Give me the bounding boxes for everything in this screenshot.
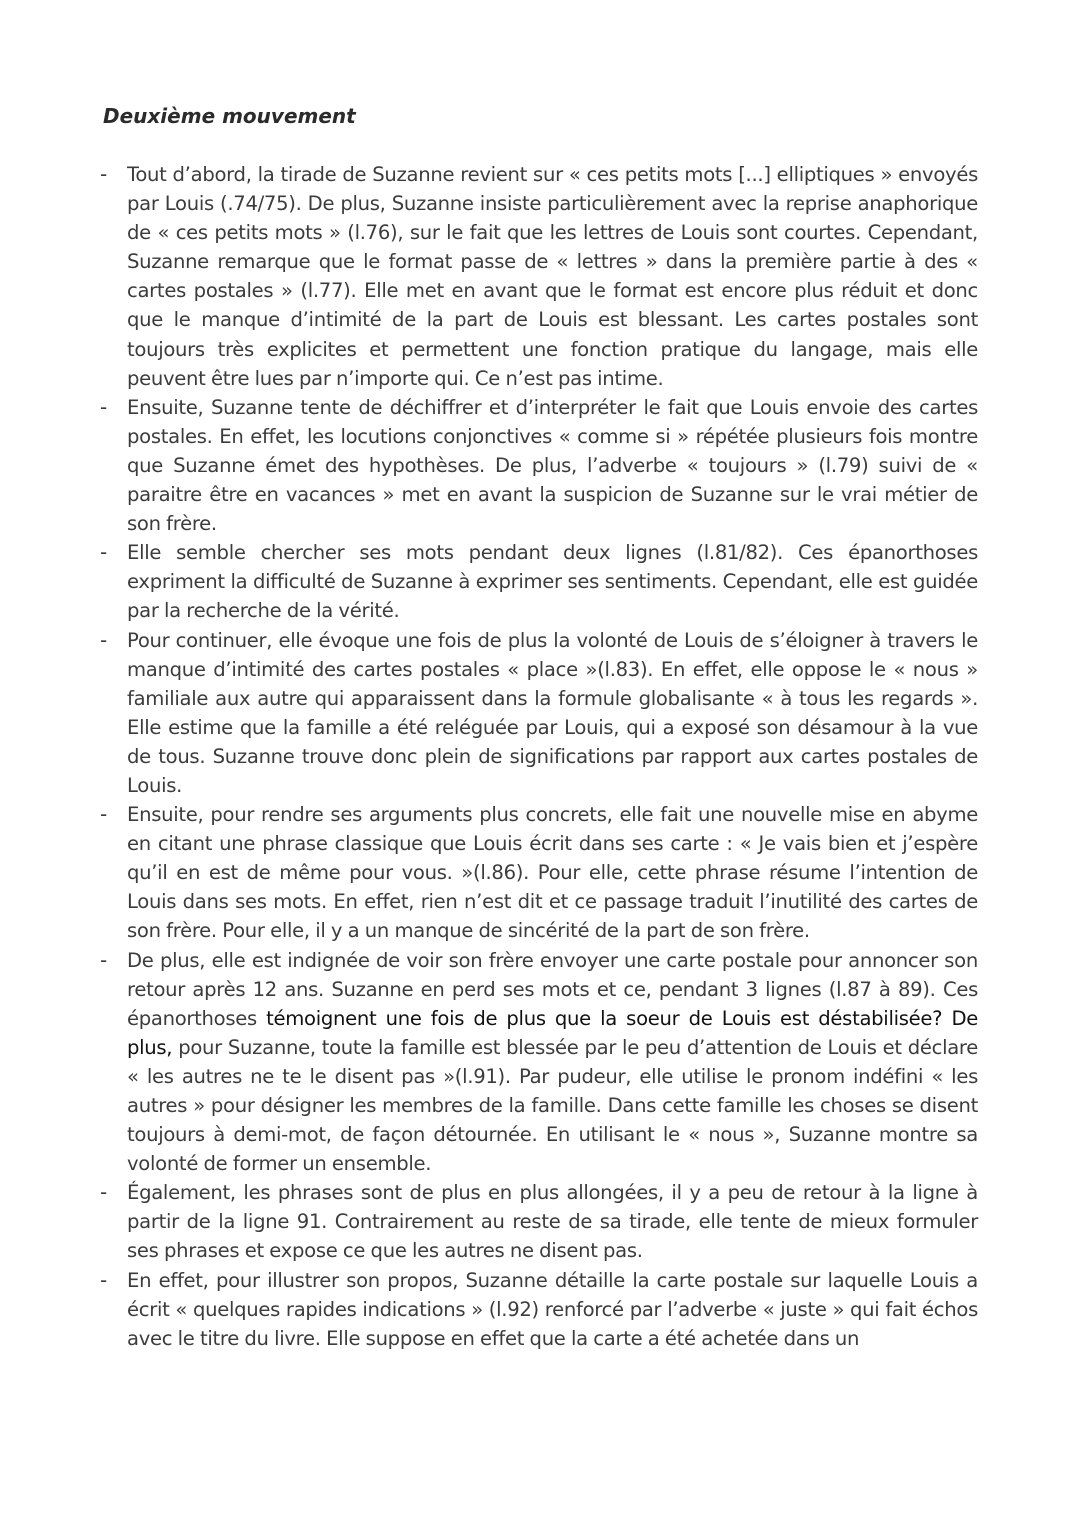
list-item xyxy=(100,946,978,1179)
paragraph: Pour continuer, elle évoque une fois de plus la volonté de Louis de s’éloigner à travers le manque d’intimité des cartes postales « place »(l.83). En effet, elle oppose le « nous » familiale aux autre qui apparaissent dans la formule globalisante « à tous les regards ». Elle estime que la famille a été reléguée par Louis, qui a exposé son désamour à la vue de tous. Suzanne trouve donc plein de significations par rapport aux cartes postales de Louis. xyxy=(127,628,978,797)
bullet-dash: - xyxy=(100,1267,108,1292)
paragraph-text-end: pour Suzanne, toute la famille est blessée par le peu d’attention de Louis et déclare « les autres ne te le disent pas »(l.91). Par pudeur, elle utilise le pronom indéfini « les autres » pour désigner les membres de la famille. Dans cette famille les choses se disent toujours à demi-mot, de façon détournée. En utilisant le « nous », Suzanne montre sa volonté de former un ensemble. xyxy=(127,1035,978,1176)
bullet-dash: - xyxy=(100,802,108,827)
bullet-dash: - xyxy=(100,394,108,419)
list-item xyxy=(100,1266,978,1353)
list-item xyxy=(100,1178,978,1265)
paragraph: En effet, pour illustrer son propos, Suzanne détaille la carte postale sur laquelle Louis a écrit « quelques rapides indications » (l.92) renforcé par l’adverbe « juste » qui fait échos avec le titre du livre. Elle suppose en effet que la carte a été achetée dans un xyxy=(127,1268,978,1350)
paragraph xyxy=(127,946,978,1179)
paragraph-text-emphasis: témoignent une fois de plus que la soeur de Louis est déstabilisée? De plus, xyxy=(127,1006,978,1059)
list-item xyxy=(100,800,978,945)
section-heading: Deuxième mouvement xyxy=(103,104,356,128)
paragraph-text-start: De plus, elle est indignée de voir son frère envoyer une carte postale pour annoncer son retour après 12 ans. Suzanne en perd ses mots et ce, pendant 3 lignes (l.87 à 89). Ces épanorthoses xyxy=(127,948,978,1030)
bullet-dash: - xyxy=(100,627,108,652)
bullet-dash: - xyxy=(100,540,108,565)
bullet-dash: - xyxy=(100,162,108,186)
bullet-list xyxy=(100,160,978,1353)
list-item xyxy=(100,160,978,393)
paragraph: Tout d’abord, la tirade de Suzanne revient sur « ces petits mots [...] elliptiques » envoyés par Louis (.74/75). De plus, Suzanne insiste particulièrement avec la reprise anaphorique de « ces petits mots » (l.76), sur le fait que les lettres de Louis sont courtes. Cependant, Suzanne remarque que le format passe de « lettres » dans la première partie à des « cartes postales » (l.77). Elle met en avant que le format est encore plus réduit et donc que le manque d’intimité de la part de Louis est blessant. Les cartes postales sont toujours très explicites et permettent une fonction pratique du langage, mais elle peuvent être lues par n’importe qui. Ce n’est pas intime. xyxy=(127,163,978,390)
bullet-dash: - xyxy=(100,1180,108,1205)
paragraph: Également, les phrases sont de plus en plus allongées, il y a peu de retour à la ligne à partir de la ligne 91. Contrairement au reste de sa tirade, elle tente de mieux formuler ses phrases et expose ce que les autres ne disent pas. xyxy=(127,1181,978,1263)
list-item xyxy=(100,538,978,625)
paragraph: Ensuite, Suzanne tente de déchiffrer et d’interpréter le fait que Louis envoie des cartes postales. En effet, les locutions conjonctives « comme si » répétée plusieurs fois montre que Suzanne émet des hypothèses. De plus, l’adverbe « toujours » (l.79) suivi de « paraitre être en vacances » met en avant la suspicion de Suzanne sur le vrai métier de son frère. xyxy=(127,395,978,536)
paragraph: Elle semble chercher ses mots pendant deux lignes (l.81/82). Ces épanorthoses expriment la difficulté de Suzanne à exprimer ses sentiments. Cependant, elle est guidée par la recherche de la vérité. xyxy=(127,541,978,623)
list-item xyxy=(100,626,978,801)
list-item xyxy=(100,393,978,538)
paragraph: Ensuite, pour rendre ses arguments plus concrets, elle fait une nouvelle mise en abyme en citant une phrase classique que Louis écrit dans ses carte : « Je vais bien et j’espère qu’il en est de même pour vous. »(l.86). Pour elle, cette phrase résume l’intention de Louis dans ses mots. En effet, rien n’est dit et ce passage traduit l’inutilité des cartes de son frère. Pour elle, il y a un manque de sincérité de la part de son frère. xyxy=(127,803,978,943)
bullet-dash: - xyxy=(100,947,108,972)
